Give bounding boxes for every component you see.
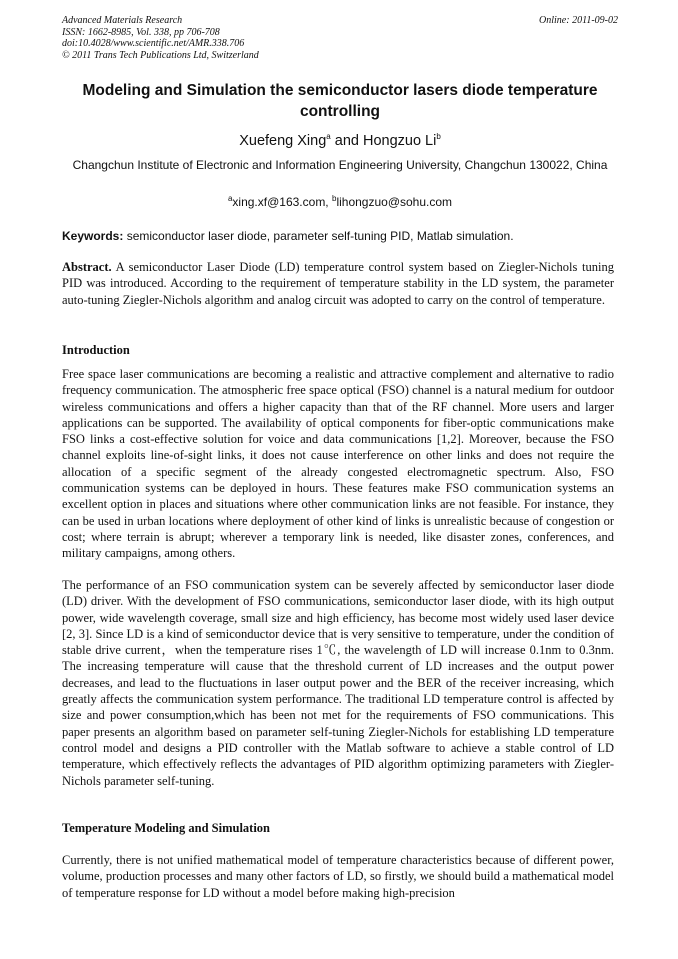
journal-name: Advanced Materials Research [62,15,183,26]
email-b-mark: b [331,194,337,203]
doi-line: doi:10.4028/www.scientific.net/AMR.338.706 [62,38,245,49]
author-1: Xuefeng Xing [239,133,327,149]
journal-header [62,15,618,61]
abstract-label: Abstract. [62,260,112,274]
online-date: Online: 2011-09-02 [539,15,618,26]
abstract-text: A semiconductor Laser Diode (LD) temperature control system based on Ziegler-Nichols tuning PID was introduced. According to the requirement of temperature stability in the LD system, the parameter auto-tuning Ziegler-Nichols algorithm and analog circuit was adopted to carry on the control of temperature. [62,260,614,307]
introduction-paragraph-2: The performance of an FSO communication system can be severely affected by semiconductor laser diode (LD) driver. With the development of FSO communications, semiconductor laser diode, with its high output power, wide wavelength coverage, small size and high efficiency, has become most widely used laser device [2, 3]. Since LD is a kind of semiconductor device that is very sensitive to temperature, under the condition of stable drive current，when the temperature rises 1℃, the wavelength of LD will increase 0.1nm to 0.3nm. The increasing temperature will cause that the threshold current of LD increases and the output power decreases, and lead to the fluctuations in laser output power and the BER of the receiver increasing, which greatly affects the communication system performance. The traditional LD temperature control is affected by size and power consumption,which has been not met for the requirements of FSO communications. This paper presents an algorithm based on parameter self-tuning Ziegler-Nichols for establishing LD temperature control model and designs a PID controller with the Matlab software to achieve a stable control of LD temperature, which effectively reflects the advantages of PID algorithm optimizing parameters with Ziegler-Nichols parameter self-tuning. [62,578,614,788]
issn-line: ISSN: 1662-8985, Vol. 338, pp 706-708 [62,26,220,38]
keywords [62,228,618,244]
email-a-mark: a [227,194,233,203]
email-line [62,194,618,210]
abstract [62,259,614,308]
email-b: lihongzuo@sohu.com [336,195,453,209]
introduction-heading: Introduction [62,343,130,357]
author-line [62,132,618,150]
temperature-section-paragraph: Currently, there is not unified mathematical model of temperature characteristics because of different power, volume, production processes and many other factors of LD, so firstly, we should build a mathematical model of temperature response for LD without a model before making high-precision [62,853,614,900]
author-conjunction: and [330,133,363,149]
keywords-label: Keywords: [62,229,124,243]
copyright-line: © 2011 Trans Tech Publications Ltd, Switzerland [62,49,259,61]
affiliation: Changchun Institute of Electronic and Information Engineering University, Changchun 130022, China [72,158,608,172]
email-a: xing.xf@163.com, [232,195,332,209]
author-2-affil-mark: b [436,132,441,142]
keywords-text: semiconductor laser diode, parameter self-tuning PID, Matlab simulation. [123,229,514,243]
temperature-section-heading: Temperature Modeling and Simulation [62,821,271,835]
author-2: Hongzuo Li [362,133,437,149]
paper-title: Modeling and Simulation the semiconductor lasers diode temperature controlling [82,82,598,120]
introduction-paragraph-1: Free space laser communications are becoming a realistic and attractive complement and alternative to radio frequency communication. The atmospheric free space optical (FSO) channel is a natural medium for outdoor wireless communications and offers a higher capacity than that of the RF channel. More users and larger applications can be supported. The availability of optical components for fiber-optic communications make FSO links a cost-effective solution for voice and data communications [1,2]. Moreover, because the FSO channel exploits line-of-sight links, it does not cause interference on other links and does not require the allocation of a specific segment of the already congested electromagnetic spectrum. Also, FSO communication systems can be deployed in hours. These features make FSO communication systems an excellent option in places and situations where other communication links are not feasible. For instance, they can be used in urban locations where deployment of other kind of links is unrealistic because of congestion or cost; where terrain is abrupt; wherever a temporary link is needed, like disaster zones, conferences, and military campaigns, among others. [62,367,614,561]
author-1-affil-mark: a [326,132,331,142]
